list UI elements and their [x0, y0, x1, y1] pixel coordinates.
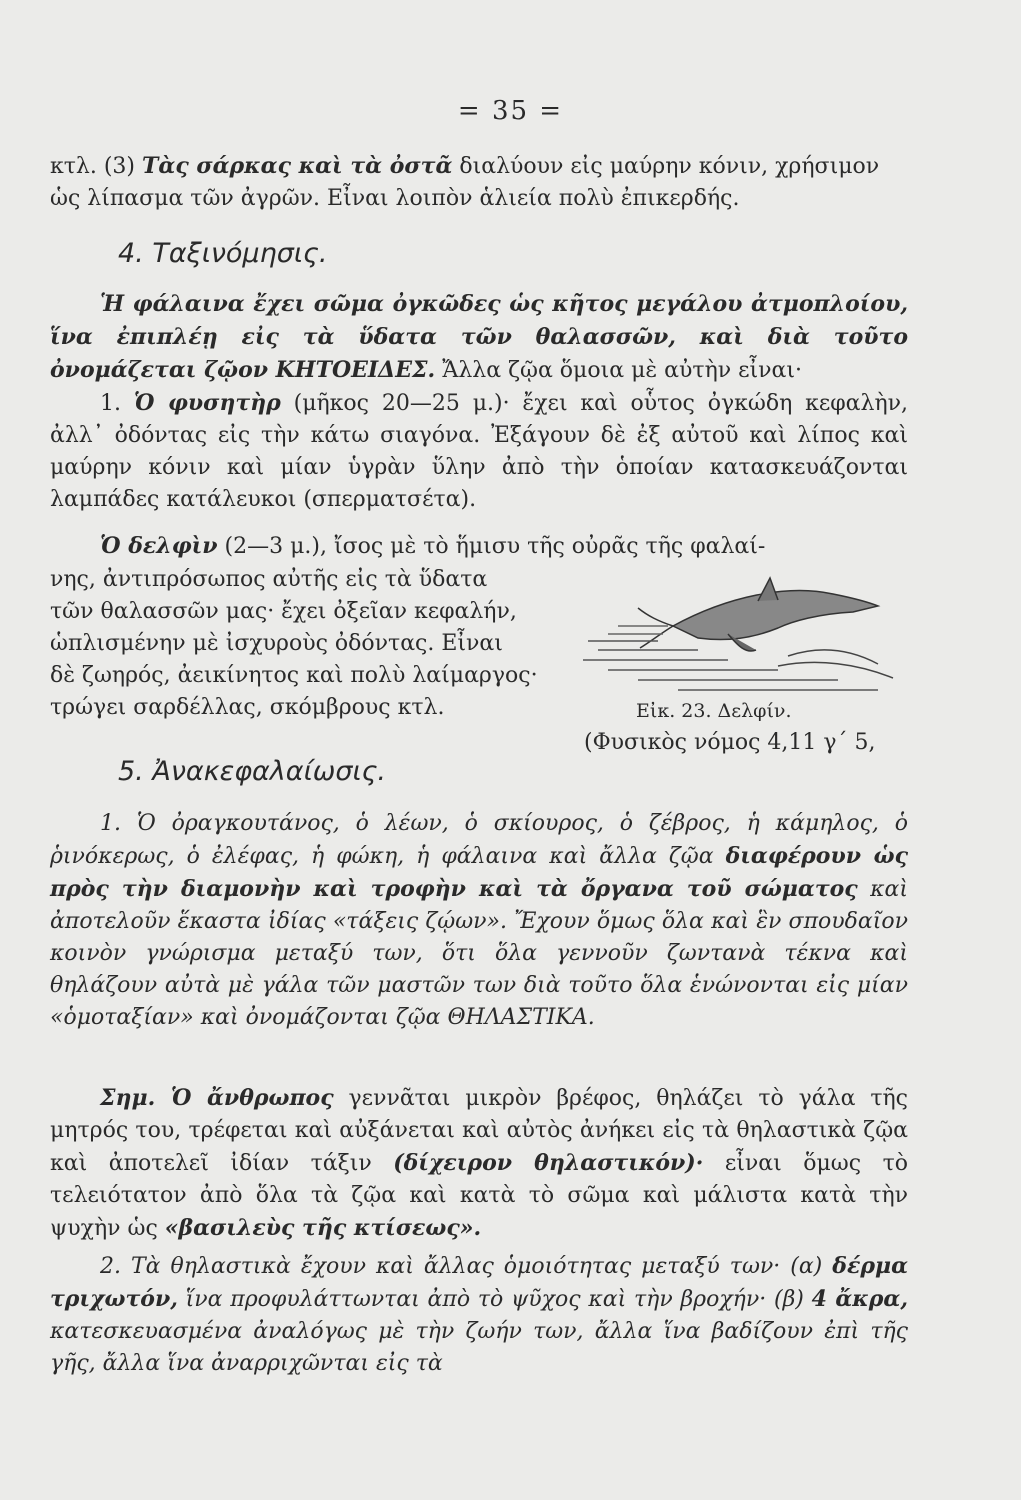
note-paren: (δίχειρον θηλαστικόν)·	[393, 1150, 704, 1176]
recap2-bold: δέρμα τριχωτόν,	[50, 1253, 908, 1312]
item1-rest: (μῆκος 20—25 μ.)· ἔχει καὶ οὗτος ὀγκώδη κεφαλὴν, ἀλλ᾽ ὀδόντας εἰς τὴν κάτω σιαγόνα. Ἐξάγουν δὲ ἐξ αὐτοῦ καὶ λίπος καὶ μαύρην κόνιν καὶ μίαν ὑγρὰν ὕλην ἀπὸ τὴν ὁποίαν κατασκευάζονται λαμπάδες κατάλευκοι (σπερματσέτα).	[50, 391, 909, 512]
recap1-italic: 1. Ὁ ὀραγκουτάνος, ὁ λέων, ὁ σκίουρος, ὁ ζέβρος, ἡ κάμηλος, ὁ ῥινόκερως, ὁ ἐλέφας, ἡ φώκη, ἡ φάλαινα καὶ ἄλλα ζῷα	[50, 811, 908, 869]
whale-rest: Ἄλλα ζῷα ὅμοια μὲ αὐτὴν εἶναι·	[435, 358, 802, 383]
dolphin-line: ὡπλισμένην μὲ ἰσχυροὺς ὀδόντας. Εἶναι	[50, 631, 503, 656]
intro-rest: διαλύουν εἰς μαύρην κόνιν, χρήσιμον	[452, 154, 880, 179]
intro-line2: ὡς λίπασμα τῶν ἀγρῶν. Εἶναι λοιπὸν ἁλιεία πολὺ ἐπικερδής.	[50, 186, 740, 211]
page-number: = 35 =	[457, 96, 564, 126]
recap2-bold2: 4 ἄκρα,	[811, 1286, 909, 1312]
recap2-italic3: κατεσκευασμένα ἀναλόγως μὲ τὴν ζωήν των, ἄλλα ἵνα βαδίζουν ἐπὶ τῆς γῆς, ἄλλα ἵνα ἀναρριχῶνται εἰς τὰ	[50, 1319, 908, 1376]
dolphin-line: δὲ ζωηρός, ἀεικίνητος καὶ πολὺ λαίμαργος·	[50, 663, 538, 688]
intro-paragraph	[50, 150, 908, 215]
dolphin-name: Ὁ δελφὶν	[100, 533, 218, 559]
recap1-italic2: καὶ ἀποτελοῦν ἕκαστα ἰδίας «τάξεις ζῴων». Ἔχουν ὅμως ὅλα καὶ ἓν σπουδαῖον κοινὸν γνώρισμα μεταξύ των, ὅτι ὅλα γεννοῦν ζωντανὰ τέκνα καὶ θηλάζουν αὐτὰ μὲ γάλα τῶν μαστῶν των διὰ τοῦτο ὅλα ἑνώνονται εἰς μίαν «ὁμοταξίαν» καὶ ὀνομάζονται ζῷα	[50, 877, 909, 1030]
dolphin-first-line	[50, 530, 908, 563]
item1-name: Ὁ φυσητὴρ	[133, 390, 281, 416]
note-rest2: εἶναι ὅμως τὸ τελειότατον ἀπὸ ὅλα τὰ ζῷα καὶ κατὰ τὸ σῶμα καὶ μάλιστα κατὰ τὴν ψυχὴν ὡς	[50, 1151, 908, 1241]
note-label: Σημ.	[100, 1085, 156, 1111]
dolphin-line: τρώγει σαρδέλλας, σκόμβρους κτλ.	[50, 695, 445, 720]
note-rest: γεννᾶται μικρὸν βρέφος, θηλάζει τὸ γάλα τῆς μητρός του, τρέφεται καὶ αὐξάνεται καὶ αὐτὸς ἀνήκει εἰς τὰ θηλαστικὰ ζῷα καὶ ἀποτελεῖ ἰδίαν τάξιν	[50, 1086, 909, 1176]
item1-number: 1.	[100, 391, 134, 416]
dolphin-illustration	[578, 566, 908, 706]
recap2-italic: 2. Τὰ θηλαστικὰ ἔχουν καὶ ἄλλας ὁμοιότητας μεταξύ των· (α)	[100, 1254, 823, 1279]
figure-caption: Εἰκ. 23. Δελφίν.	[636, 700, 792, 722]
recap-2-paragraph	[50, 1250, 908, 1380]
recap1-bold: διαφέρουν ὡς πρὸς τὴν διαμονὴν καὶ τροφὴν καὶ τὰ ὄργανα τοῦ σώματος	[50, 843, 908, 902]
note-paragraph	[50, 1082, 908, 1245]
dolphin-first-rest: (2—3 μ.), ἴσος μὲ τὸ ἥμισυ τῆς οὐρᾶς τῆς φαλαί-	[217, 534, 766, 559]
dolphin-paragraph	[50, 564, 575, 724]
figure-note: (Φυσικὸς νόμος 4,11 γ´ 5,	[584, 730, 876, 755]
recap2-italic2: ἵνα προφυλάττωνται ἀπὸ τὸ ψῦχος καὶ τὴν βροχήν· (β)	[177, 1287, 812, 1312]
note-quote: «βασιλεὺς τῆς κτίσεως».	[164, 1215, 482, 1241]
whale-paragraph	[50, 288, 908, 516]
recap1-caps: ΘΗΛΑΣΤΙΚΑ.	[447, 1005, 595, 1030]
dolphin-line: νης, ἀντιπρόσωπος αὐτῆς εἰς τὰ ὕδατα	[50, 567, 488, 592]
section-4-title: 4. Ταξινόμησις.	[118, 238, 328, 269]
note-name: Ὁ ἄνθρωπος	[155, 1085, 334, 1111]
intro-prefix: κτλ. (3)	[50, 154, 143, 179]
whale-bold: Ἡ φάλαινα ἔχει σῶμα ὀγκῶδες ὡς κῆτος μεγάλου ἀτμοπλοίου, ἵνα ἐπιπλέῃ εἰς τὰ ὕδατα τῶν θαλασσῶν, καὶ διὰ τοῦτο ὀνομάζεται ζῷον ΚΗΤΟΕΙΔΕΣ.	[50, 291, 908, 383]
section-5-title: 5. Ἀνακεφαλαίωσις.	[118, 756, 387, 787]
intro-bold: Τὰς σάρκας καὶ τὰ ὀστᾶ	[142, 153, 453, 179]
dolphin-line: τῶν θαλασσῶν μας· ἔχει ὀξεῖαν κεφαλήν,	[50, 599, 517, 624]
dolphin-fin-icon	[758, 578, 778, 601]
recap-1-paragraph	[50, 808, 908, 1034]
